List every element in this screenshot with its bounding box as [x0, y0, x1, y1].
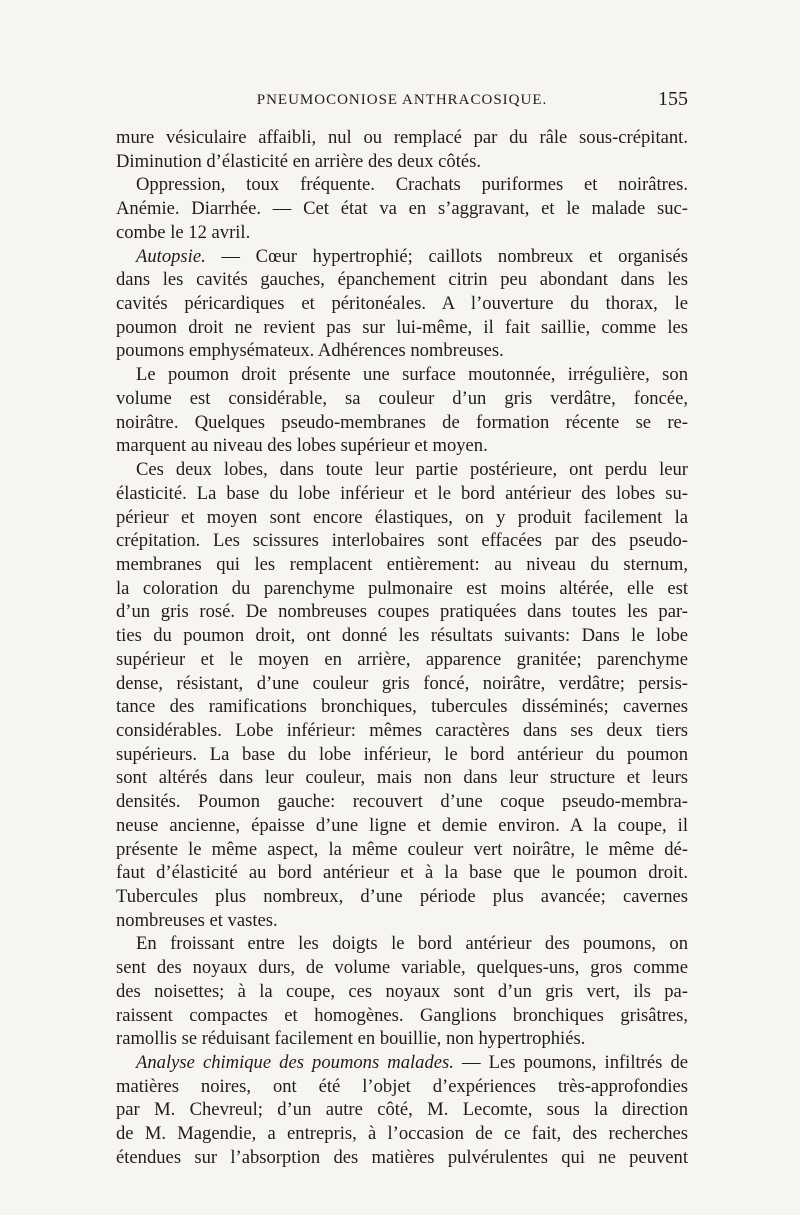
text-segment: Tubercules plus nombreux, d’une période plus avancée; cavernes	[116, 886, 688, 907]
text-segment: poumon droit ne revient pas sur lui-même, il fait saillie, comme les	[116, 316, 688, 338]
text-line	[116, 339, 688, 363]
text-line	[116, 909, 688, 933]
text-segment: dense, résistant, d’une couleur gris foncé, noirâtre, verdâtre; persis-	[116, 672, 688, 694]
running-title: PNEUMOCONIOSE ANTHRACOSIQUE.	[256, 92, 548, 108]
text-segment: neuse ancienne, épaisse d’une ligne et demie environ. A la coupe, il	[116, 814, 688, 836]
text-segment: considérables. Lobe inférieur: mêmes caractères dans ses deux tiers	[116, 719, 688, 741]
text-segment: combe le 12 avril.	[116, 221, 251, 243]
text-line	[116, 553, 688, 577]
text-line	[116, 980, 688, 1004]
body-text	[116, 126, 688, 1170]
text-line	[116, 743, 688, 767]
text-line	[116, 126, 688, 150]
text-segment: crépitation. Les scissures interlobaires sont effacées par des pseudo-	[116, 530, 688, 552]
running-head	[116, 88, 688, 118]
text-segment: Anémie. Diarrhée. — Cet état va en s’aggravant, et le malade suc-	[116, 198, 688, 220]
text-segment: dans les cavités gauches, épanchement citrin peu abondant dans les	[116, 269, 688, 291]
text-segment: densités. Poumon gauche: recouvert d’une coque pseudo-membra-	[116, 791, 688, 813]
text-line	[116, 1051, 688, 1075]
text-segment: de M. Magendie, a entrepris, à l’occasion de ce fait, des recherches	[116, 1123, 688, 1145]
text-line	[116, 482, 688, 506]
text-segment: Le poumon droit présente une surface moutonnée, irrégulière, son	[136, 364, 688, 386]
text-line	[116, 838, 688, 862]
text-segment: présente le même aspect, la même couleur vert noirâtre, le même dé-	[116, 838, 688, 860]
text-line	[116, 1004, 688, 1028]
italic-heading: Autopsie.	[136, 245, 206, 267]
text-segment: Diminution d’élasticité en arrière des deux côtés.	[116, 150, 482, 172]
text-line	[116, 1027, 688, 1051]
text-line	[116, 932, 688, 956]
text-segment: marquent au niveau des lobes supérieur et moyen.	[116, 435, 488, 457]
text-segment: supérieur et le moyen en arrière, apparence granitée; parenchyme	[116, 648, 688, 670]
text-segment: noirâtre. Quelques pseudo-membranes de formation récente se re-	[116, 411, 688, 433]
text-line	[116, 861, 688, 885]
text-segment: mure vésiculaire affaibli, nul ou remplacé par du râle sous-crépitant.	[116, 127, 688, 148]
text-line	[116, 1098, 688, 1122]
text-segment: volume est considérable, sa couleur d’un gris verdâtre, foncée,	[116, 387, 688, 409]
text-line	[116, 268, 688, 292]
text-segment: élasticité. La base du lobe inférieur et le bord antérieur des lobes su-	[116, 482, 688, 504]
text-line	[116, 719, 688, 743]
text-segment: En froissant entre les doigts le bord antérieur des poumons, on	[136, 933, 688, 955]
text-line	[116, 221, 688, 245]
text-segment: périeur et moyen sont encore élastiques, on y produit facilement la	[116, 506, 688, 528]
text-line	[116, 814, 688, 838]
text-line	[116, 197, 688, 221]
text-segment: sont altérés dans leur couleur, mais non dans leur structure et leurs	[116, 767, 688, 789]
text-segment: ramollis se réduisant facilement en bouillie, non hypertrophiés.	[116, 1028, 586, 1050]
text-segment: sent des noyaux durs, de volume variable, quelques-uns, gros comme	[116, 957, 688, 979]
text-line	[116, 1146, 688, 1170]
text-line	[116, 1075, 688, 1099]
text-line	[116, 387, 688, 411]
text-segment: d’un gris rosé. De nombreuses coupes pratiquées dans toutes les par-	[116, 601, 688, 623]
text-line	[116, 672, 688, 696]
text-segment: ties du poumon droit, ont donné les résultats suivants: Dans le lobe	[116, 625, 688, 647]
text-line	[116, 411, 688, 435]
text-segment: — Cœur hypertrophié; caillots nombreux et organisés	[205, 245, 688, 267]
text-line	[116, 434, 688, 458]
text-segment: Oppression, toux fréquente. Crachats puriformes et noirâtres.	[136, 174, 688, 196]
text-line	[116, 790, 688, 814]
text-segment: des noisettes; à la coupe, ces noyaux sont d’un gris vert, ils pa-	[116, 980, 688, 1002]
text-line	[116, 316, 688, 340]
text-segment: membranes qui les remplacent entièrement: au niveau du sternum,	[116, 553, 688, 575]
text-line	[116, 150, 688, 174]
page-number: 155	[658, 88, 688, 110]
text-segment: Ces deux lobes, dans toute leur partie postérieure, ont perdu leur	[136, 459, 688, 481]
text-segment: raissent compactes et homogènes. Ganglions bronchiques grisâtres,	[116, 1004, 688, 1026]
text-line	[116, 529, 688, 553]
text-line	[116, 956, 688, 980]
text-line	[116, 506, 688, 530]
text-line	[116, 363, 688, 387]
italic-heading: Analyse chimique des poumons malades.	[136, 1052, 454, 1074]
text-line	[116, 173, 688, 197]
text-segment: par M. Chevreul; d’un autre côté, M. Lecomte, sous la direction	[116, 1099, 688, 1121]
text-segment: — Les poumons, infiltrés de	[453, 1052, 688, 1074]
text-line	[116, 458, 688, 482]
text-line	[116, 1122, 688, 1146]
text-line	[116, 648, 688, 672]
text-line	[116, 695, 688, 719]
text-segment: cavités péricardiques et péritonéales. A l’ouverture du thorax, le	[116, 293, 688, 315]
text-line	[116, 766, 688, 790]
text-segment: supérieurs. La base du lobe inférieur, le bord antérieur du poumon	[116, 743, 688, 765]
text-line	[116, 885, 688, 909]
text-line	[116, 600, 688, 624]
text-line	[116, 245, 688, 269]
text-segment: tance des ramifications bronchiques, tubercules disséminés; cavernes	[116, 696, 688, 718]
text-segment: faut d’élasticité au bord antérieur et à la base que le poumon droit.	[116, 862, 688, 884]
text-segment: poumons emphysémateux. Adhérences nombreuses.	[116, 340, 504, 362]
text-segment: la coloration du parenchyme pulmonaire est moins altérée, elle est	[116, 577, 688, 599]
text-segment: matières noires, ont été l’objet d’expériences très-approfondies	[116, 1075, 688, 1097]
text-line	[116, 577, 688, 601]
text-line	[116, 624, 688, 648]
text-line	[116, 292, 688, 316]
text-segment: nombreuses et vastes.	[116, 909, 278, 931]
text-segment: étendues sur l’absorption des matières pulvérulentes qui ne peuvent	[116, 1146, 688, 1168]
